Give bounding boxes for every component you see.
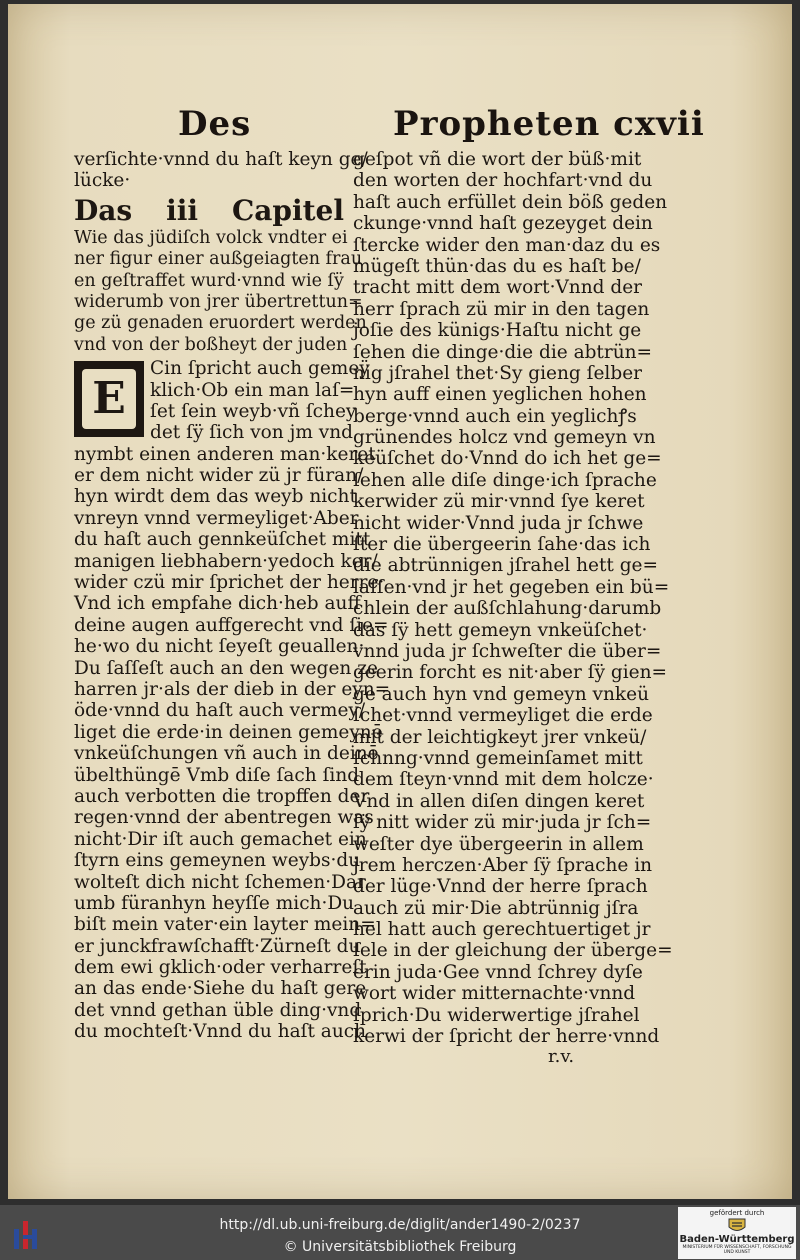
text-line: grünendes holcz vnd gemeyn vn — [353, 427, 656, 449]
text-line: ſÿ nitt wider zü mir·juda jr ſch= — [353, 812, 652, 834]
copyright-notice: © Universitätsbibliothek Freiburg — [283, 1239, 517, 1255]
text-line: dem ſteyn·vnnd mit dem holcze· — [353, 769, 654, 791]
text-line: der lüge·Vnnd der herre ſprach — [353, 876, 648, 898]
text-line: ſchet·vnnd vermeyliget die erde — [353, 705, 653, 727]
text-line: nicht wider·Vnnd juda jr ſchwe — [353, 512, 644, 534]
text-line: herr ſprach zü mir in den tagen — [353, 298, 650, 320]
chapter-title — [74, 194, 344, 228]
text-line: verſichte·vnnd du haſt keyn ge/ — [74, 149, 368, 170]
text-line: du haſt auch gennkeüſchet mitt — [74, 529, 371, 551]
text-line: he·wo du nicht ſeyeſt geuallen· — [74, 636, 365, 658]
viewer-footer — [0, 1205, 800, 1260]
text-line: keüſchet do·Vnnd do ich het ge= — [353, 448, 662, 470]
folio-number: r.v. — [548, 1046, 575, 1067]
text-line: geſpot vñ die wort der büß·mit — [353, 149, 642, 170]
text-line: nymbt einen anderen man·keret — [74, 443, 376, 465]
initial-letter: E — [82, 369, 136, 429]
text-line: vnnd juda jr ſchweſter die über= — [353, 640, 662, 662]
document-url[interactable]: http://dl.ub.uni-freiburg.de/diglit/ander1490-2/0237 — [219, 1217, 581, 1233]
text-line: hyn auff einen yeglichen hohen — [353, 384, 647, 406]
text-line: du mochteſt·Vnnd du haſt auch — [74, 1021, 367, 1043]
text-line: klich·Ob ein man laſ= — [150, 379, 355, 401]
text-line: ſehen alle diſe dinge·ich ſprache — [353, 469, 657, 491]
summary-line: ner figur einer außgeiagten frau — [74, 249, 363, 270]
text-line: nig jſrahel thet·Sy gieng ſelber — [353, 362, 642, 384]
coat-of-arms-icon — [726, 1218, 748, 1234]
chapter-title-number: iii — [166, 193, 199, 227]
chapter-summary — [74, 227, 367, 356]
text-line: Vnd ich empfahe dich·heb auff — [74, 593, 361, 615]
text-line: umb füranhyn heyſſe mich·Du — [74, 892, 355, 914]
text-line: wolteſt dich nicht ſchemen·Dar — [74, 871, 366, 893]
summary-line: widerumb von jrer übertrettun= — [74, 291, 363, 312]
text-line: vnreyn vnnd vermeyliget·Aber — [74, 507, 359, 529]
text-line: nicht·Dir iſt auch gemachet ein — [74, 828, 367, 850]
text-line: wort wider mitternachte·vnnd — [353, 983, 636, 1005]
text-line: ſehen die dinge·die die abtrün= — [353, 341, 653, 363]
text-line: erin juda·Gee vnnd ſchrey dyſe — [353, 961, 643, 983]
text-line: geerin forcht es nit·aber ſÿ gien= — [353, 662, 668, 684]
summary-line: Wie das jüdiſch volck vndter ei — [74, 227, 348, 248]
book-page — [8, 4, 792, 1199]
chapter-title-word: Das — [74, 193, 133, 227]
text-line: das ſÿ hett gemeyn vnkeüſchet· — [353, 619, 648, 641]
running-head-right: Propheten cxvii — [393, 104, 705, 144]
initial-block — [74, 358, 370, 444]
text-line: Du ſaſſeſt auch an den wegen ze — [74, 657, 378, 679]
chapter-title-word: Capitel — [231, 193, 344, 227]
summary-line: vnd von der boßheyt der juden — [74, 334, 348, 355]
text-line: weſter dye übergeerin in allem — [353, 833, 644, 855]
right-column — [353, 149, 673, 1048]
text-line: er junckfrawſchafft·Zürneſt du — [74, 935, 361, 957]
text-line: auch verbotten die tropffen der — [74, 785, 370, 807]
text-line: det ſÿ ſich von jm vnd — [150, 422, 353, 444]
text-line: kerwider zü mir·vnnd ſye keret — [353, 491, 645, 513]
text-line: vnkeüſchungen vñ auch in deinē — [74, 743, 379, 765]
text-line: mit der leichtigkeyt jrer vnkeü/ — [353, 726, 647, 748]
text-line: ſtercke wider den man·daz du es — [353, 234, 661, 256]
text-line: hel hatt auch gerechtuertiget jr — [353, 919, 651, 941]
text-line: chlein der außſchlahung·darumb — [353, 598, 662, 620]
text-line: hyn wirdt dem das weyb nicht — [74, 486, 357, 508]
summary-line: en geſtraffet wurd·vnnd wie ſÿ — [74, 270, 344, 291]
funder-ministry: MINISTERIUM FÜR WISSENSCHAFT, FORSCHUNG UND KUNST — [682, 1245, 792, 1255]
text-line: liget die erde·in deinen gemeynē — [74, 721, 383, 743]
text-line: det vnnd gethan üble ding·vnd — [74, 999, 362, 1021]
text-line: wider czü mir ſprichet der herre· — [74, 572, 385, 594]
text-line: auch zü mir·Die abtrünnig jſra — [353, 897, 639, 919]
text-line: regen·vnnd der abentregen was — [74, 807, 374, 829]
text-line: ſprich·Du widerwertige jſrahel — [353, 1004, 640, 1026]
left-column — [74, 149, 391, 1043]
text-line: die abtrünnigen jſrahel hett ge= — [353, 555, 659, 577]
text-line: öde·vnnd du haſt auch vermey/ — [74, 700, 366, 722]
decorated-initial — [74, 361, 144, 437]
text-line: ſele in der gleichung der überge= — [353, 940, 673, 962]
text-line: harren jr·als der dieb in der eyn= — [74, 678, 391, 700]
text-line: joſie des künigs·Haſtu nicht ge — [353, 320, 642, 342]
text-line: jrem herczen·Aber ſÿ ſprache in — [353, 854, 653, 876]
text-line: manigen liebhabern·yedoch ker/ — [74, 550, 378, 572]
funder-logo[interactable] — [678, 1207, 796, 1259]
text-line: den worten der hochfart·vnd du — [353, 170, 653, 192]
text-line: haſt auch erfüllet dein böß geden — [353, 191, 668, 213]
text-line: lücke· — [74, 170, 131, 192]
summary-line: ge zü genaden eruordert werden — [74, 313, 367, 334]
text-line: dem ewi gklich·oder verharreſt — [74, 957, 367, 979]
text-line: ckunge·vnnd haſt gezeyget dein — [353, 213, 653, 235]
funder-name: Baden-Württemberg — [679, 1234, 795, 1245]
text-line: deine augen auffgerecht vnd ſie= — [74, 614, 389, 636]
text-line: ſet ſein weyb·vñ ſchey — [150, 400, 357, 422]
text-line: mügeſt thün·das du es haſt be/ — [353, 255, 641, 277]
text-line: berge·vnnd auch ein yeglichꝭs — [353, 405, 637, 427]
text-line: laſſen·vnd jr het gegeben ein bü= — [353, 576, 670, 598]
text-line: tracht mitt dem wort·Vnnd der — [353, 277, 642, 299]
text-line: ge auch hyn vnd gemeyn vnkeü — [353, 683, 649, 705]
left-body-text — [74, 443, 391, 1043]
text-line: Vnd in allen diſen dingen keret — [353, 790, 645, 812]
running-head-left: Des — [178, 104, 252, 144]
text-line: biſt mein vater·ein layter mein= — [74, 914, 376, 936]
text-line: ſchnng·vnnd gemeinſamet mitt — [353, 747, 643, 769]
text-line: an das ende·Siehe du haſt gere — [74, 978, 367, 1000]
text-line: kerwi der ſpricht der herre·vnnd — [353, 1026, 660, 1048]
funder-label: gefördert durch — [709, 1209, 765, 1217]
text-line: er dem nicht wider zü jr füran/ — [74, 465, 364, 487]
text-line: übelthüngē Vmb diſe ſach ſind — [74, 764, 360, 786]
text-line: Cin ſpricht auch gemeÿ — [150, 358, 370, 380]
text-line: ſtyrn eins gemeynen weybs·du — [74, 850, 361, 872]
text-line: ſter die übergeerin ſahe·das ich — [353, 534, 651, 556]
